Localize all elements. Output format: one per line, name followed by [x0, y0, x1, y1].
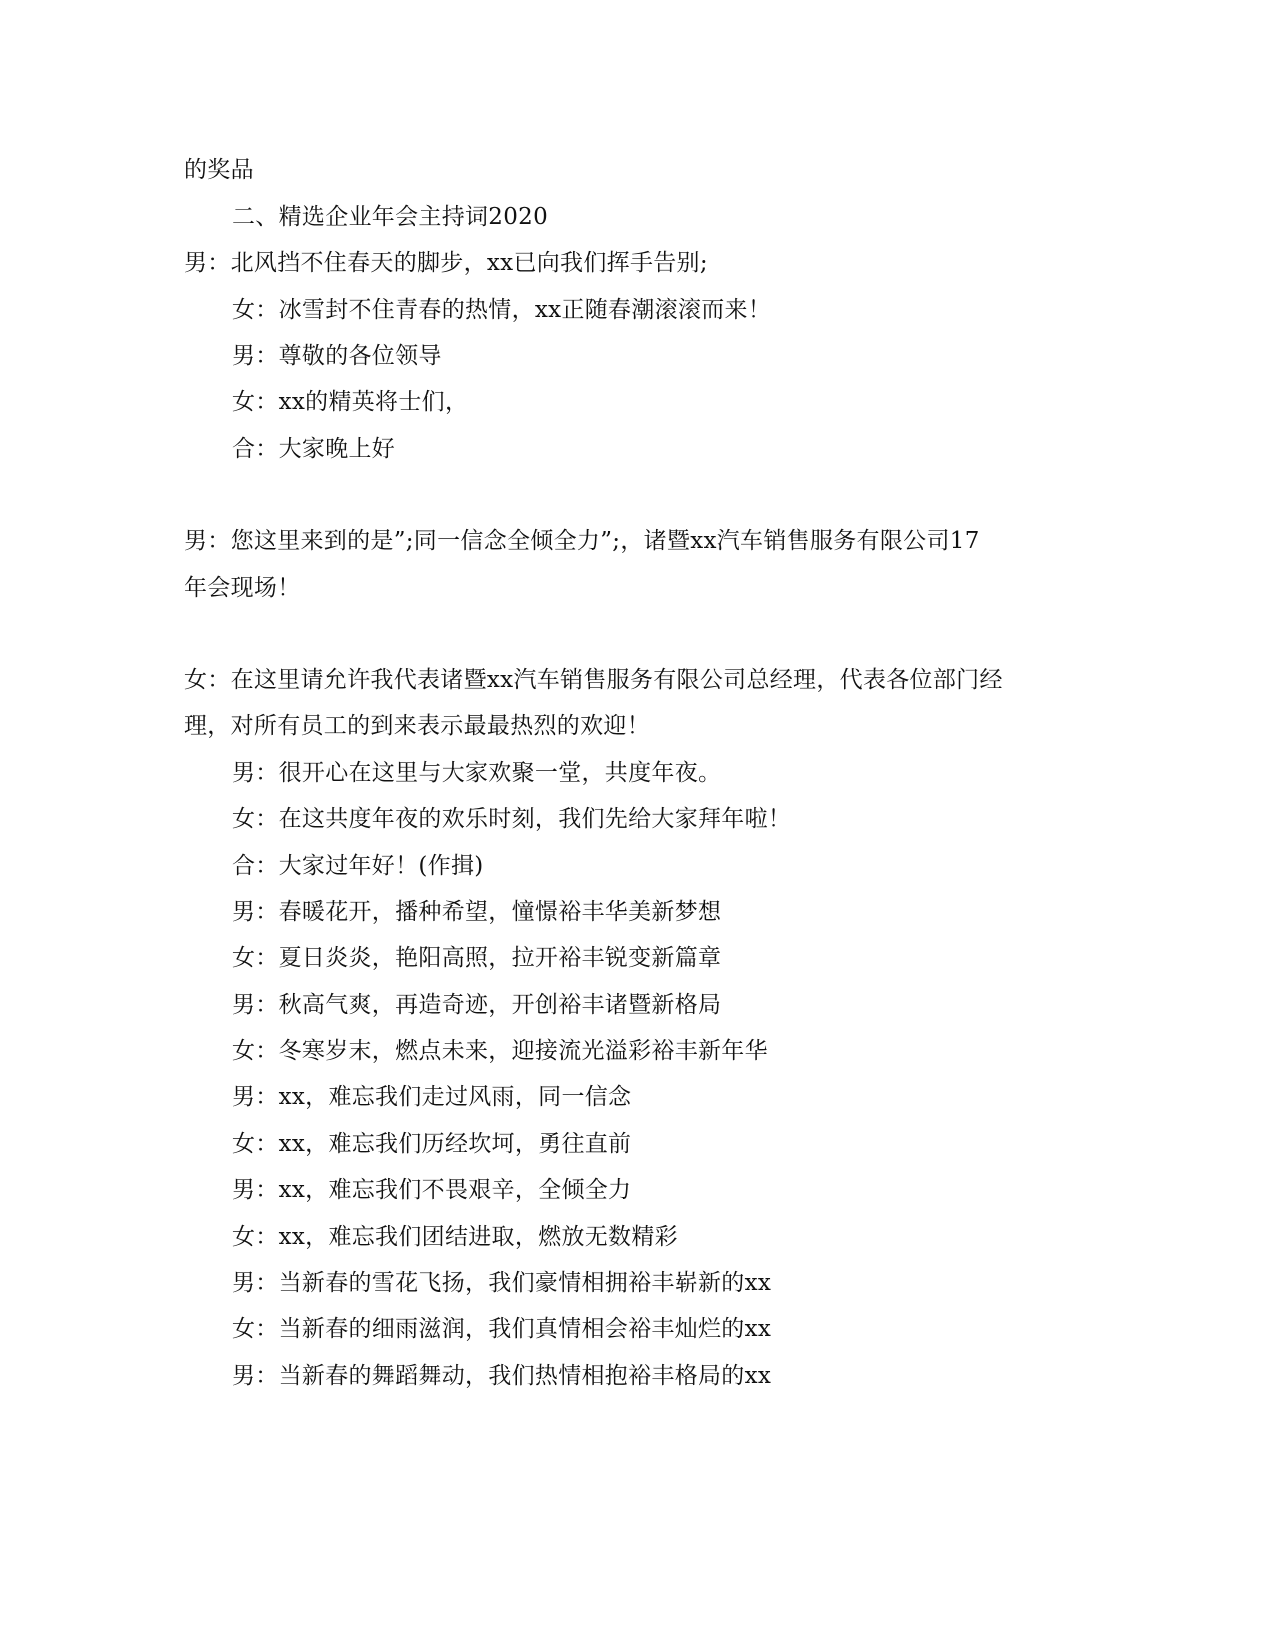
text-line: 女：xx，难忘我们团结进取，燃放无数精彩 — [232, 1224, 678, 1250]
text-line: 合：大家晚上好 — [232, 436, 396, 462]
text-line: 的奖品 — [184, 157, 254, 183]
text-line: 男：当新春的雪花飞扬，我们豪情相拥裕丰崭新的xx — [232, 1270, 772, 1296]
text-line: 女：xx，难忘我们历经坎坷，勇往直前 — [232, 1131, 632, 1157]
text-line: 年会现场！ — [184, 575, 301, 601]
text-line: 男：当新春的舞蹈舞动，我们热情相抱裕丰格局的xx — [232, 1363, 772, 1389]
text-line: 女：冬寒岁末，燃点未来，迎接流光溢彩裕丰新年华 — [232, 1038, 768, 1064]
text-line: 女：当新春的细雨滋润，我们真情相会裕丰灿烂的xx — [232, 1316, 772, 1342]
text-line: 男：很开心在这里与大家欢聚一堂，共度年夜。 — [232, 760, 722, 786]
text-line: 女：在这共度年夜的欢乐时刻，我们先给大家拜年啦！ — [232, 806, 792, 832]
text-line: 男：秋高气爽，再造奇迹，开创裕丰诸暨新格局 — [232, 992, 722, 1018]
text-line: 女：xx的精英将士们， — [232, 389, 469, 415]
text-line: 男：北风挡不住春天的脚步，xx已向我们挥手告别; — [184, 250, 708, 276]
text-line: 女：夏日炎炎，艳阳高照，拉开裕丰锐变新篇章 — [232, 945, 722, 971]
section-heading: 二、精选企业年会主持词2020 — [232, 204, 549, 230]
text-line: 男：xx，难忘我们不畏艰辛，全倾全力 — [232, 1177, 632, 1203]
text-line: 男：您这里来到的是”;同一信念全倾全力”;，诸暨xx汽车销售服务有限公司17 — [184, 528, 980, 554]
text-line: 女：冰雪封不住青春的热情，xx正随春潮滚滚而来！ — [232, 297, 772, 323]
text-line: 男：xx，难忘我们走过风雨，同一信念 — [232, 1084, 632, 1110]
text-line: 男：春暖花开，播种希望，憧憬裕丰华美新梦想 — [232, 899, 722, 925]
text-line: 合：大家过年好！(作揖) — [232, 853, 484, 879]
text-line: 女：在这里请允许我代表诸暨xx汽车销售服务有限公司总经理，代表各位部门经 — [184, 667, 1003, 693]
text-line: 理，对所有员工的到来表示最最热烈的欢迎！ — [184, 713, 650, 739]
text-line: 男：尊敬的各位领导 — [232, 343, 442, 369]
